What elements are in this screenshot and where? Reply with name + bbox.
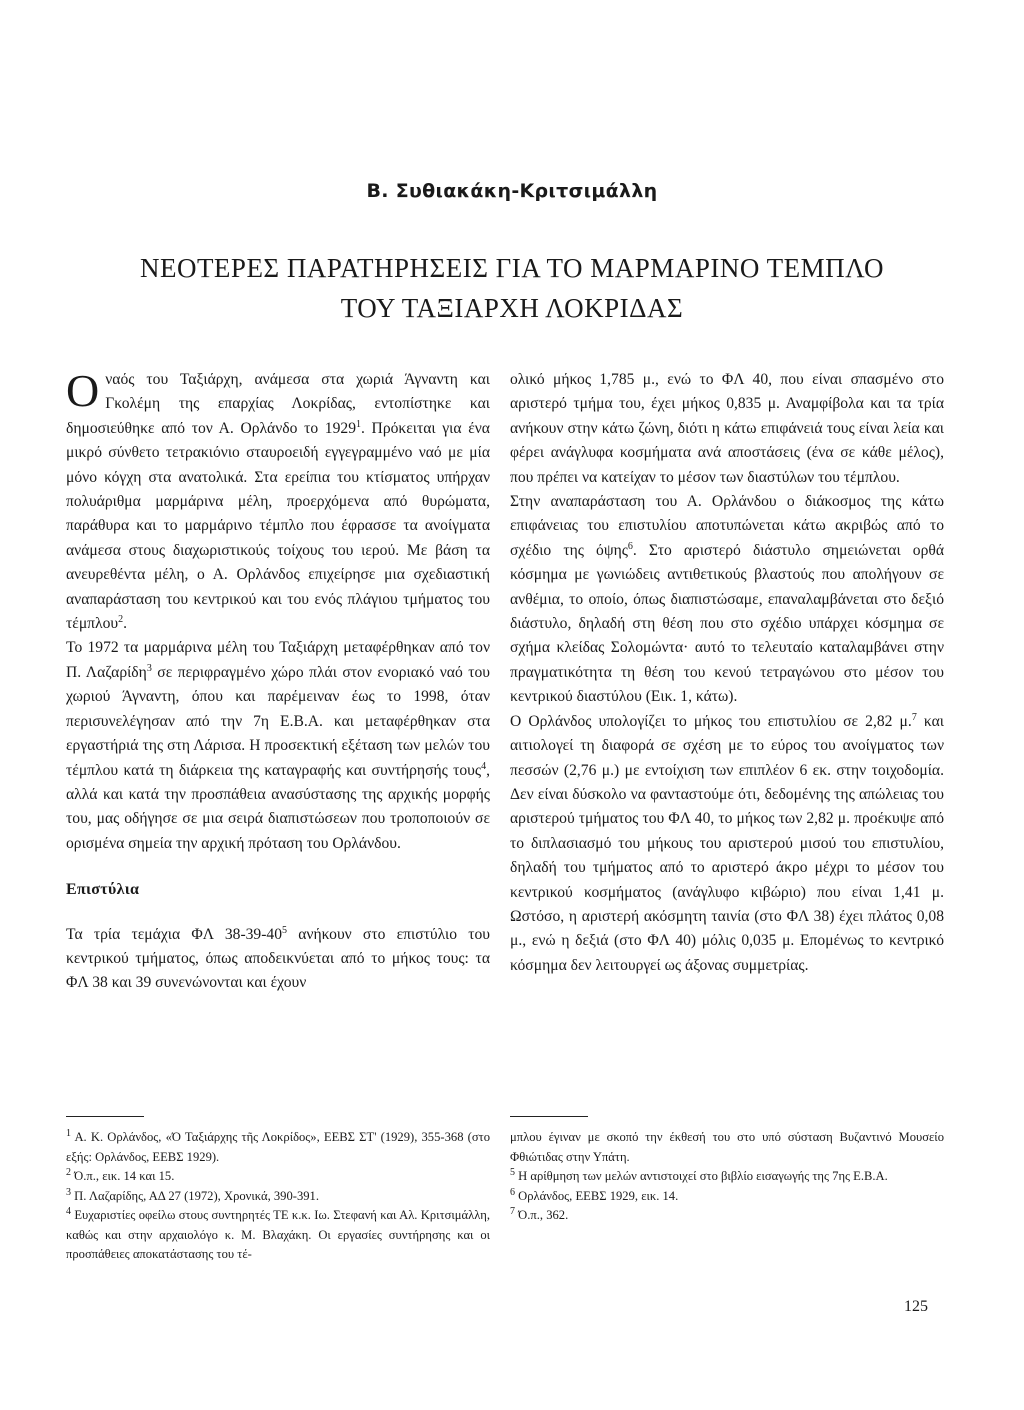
footnote-ref: 1	[356, 418, 361, 430]
footnotes-left	[66, 1128, 490, 1265]
article-title	[0, 248, 1024, 328]
footnote-ref: 6	[627, 540, 633, 552]
footnote: $^1$ Α. Κ. Ορλάνδος, «Ό Ταξιάρχης τῆς Λοκρίδος», ΕΕΒΣ ΣΤ' (1929), 355-368 (στο εξής: Ορλάνδος, ΕΕΒΣ 1929).	[66, 1127, 490, 1164]
footnote-rule	[510, 1116, 588, 1117]
paragraph: Τα τρία τεμάχια ΦΛ $38-39-40^5$ ανήκουν στο επιστύλιο του κεντρικού τμήματος, όπως αποδεικνύεται από το μήκος τους: τα ΦΛ 38 και 39 συνενώνονται και έχουν	[66, 924, 490, 992]
footnote-ref: 4	[481, 760, 487, 772]
footnote: $^5$ Η αρίθμηση των μελών αντιστοιχεί στο βιβλίο εισαγωγής της 7ης Ε.Β.Α.	[510, 1166, 888, 1183]
paragraph: Στην αναπαράσταση του Α. Ορλάνδου ο διάκοσμος της κάτω επιφάνειας του επιστυλίου αποτυπώνεται κάτω ακριβώς από το σχέδιο της όψης$^6$. Στο αριστερό διάστυλο σημειώνεται ορθά κόσμημα με γωνιώδεις αντιθετικούς βλαστούς που απολήγουν σε ανθέμια, το οποίο, όπως διαπιστώσαμε, επαναλαμβάνεται στο δεξιό διάστυλο, δηλαδή στη θέση που στο σχέδιο υπάρχει κόσμημα σε σχήμα κλείδας Σολομώντα· αυτό το τελευταίο καταλαμβάνει στην πραγματικότητα τη θέση του κενού τετραγώνου στο μέσον του κεντρικού διαστύλου (Εικ. 1, κάτω).	[510, 493, 944, 706]
paragraph: Ο ναός του Ταξιάρχη, ανάμεσα στα χωριά Άγναντη και Γκολέμη της επαρχίας Λοκρίδας, εντοπίστηκε και δημοσιεύθηκε από τον Α. Ορλάνδο το 1929$^1$. Πρόκειται για ένα μικρό σύνθετο τετρακιόνιο σταυροειδή εγγεγραμμένο ναό με μία μόνο κόγχη στα ανατολικά. Στα ερείπια του κτίσματος υπήρχαν πολυάριθμα μαρμάρινα μέλη, προερχόμενα από θυρώματα, παράθυρα και το μαρμάρινο τέμπλο που έφρασσε τα ανοίγματα ανάμεσα στους διαχωριστικούς τοίχους του ιερού. Με βάση τα ανευρεθέντα μέλη, ο Α. Ορλάνδος επιχείρησε μια σχεδιαστική αναπαράσταση του κεντρικού και του ενός πλάγιου τμήματος του τέμπλου$^2$.	[66, 365, 490, 633]
footnote-rule	[66, 1116, 144, 1117]
footnote: $^4$ Ευχαριστίες οφείλω στους συντηρητές ΤΕ κ.κ. Ιω. Στεφανή και Αλ. Κριτσιμάλλη, καθώς και στην αρχαιολόγο κ. Μ. Βλαχάκη. Οι εργασίες συντήρησης και οι προσπάθειες αποκατάστασης του τέ-	[66, 1205, 490, 1261]
right-column	[510, 368, 944, 978]
footnote-ref: 7	[911, 711, 917, 723]
footnote: $^6$ Ορλάνδος, ΕΕΒΣ 1929, εικ. 14.	[510, 1186, 679, 1203]
footnote-ref: 3	[146, 662, 152, 674]
title-line-1: ΝΕΟΤΕΡΕΣ ΠΑΡΑΤΗΡΗΣΕΙΣ ΓΙΑ ΤΟ ΜΑΡΜΑΡΙΝΟ ΤΕΜΠΛΟ	[139, 253, 885, 283]
footnote: $^2$ Ό.π., εικ. 14 και 15.	[66, 1166, 175, 1183]
article-author: Β. Συθιακάκη-Κριτσιμάλλη	[366, 180, 658, 202]
left-column	[66, 365, 490, 996]
footnote-ref: 5	[282, 924, 288, 936]
footnote: $^3$ Π. Λαζαρίδης, ΑΔ 27 (1972), Χρονικά, 390-391.	[66, 1186, 319, 1203]
paragraph: Ο Ορλάνδος υπολογίζει το μήκος του επιστυλίου σε 2,82 μ.$^7$ και αιτιολογεί τη διαφορά σε σχέση με το εύρος του ανοίγματος των πεσσών (2,76 μ.) με εντοίχιση των επιπλέον 6 εκ. στην τοιχοδομία. Δεν είναι δύσκολο να φανταστούμε ότι, δεδομένης της απώλειας του αριστερού τμήματος του ΦΛ 40, το μήκος των 2,82 μ. προέκυψε από το διπλασιασμό του μήκους του αριστερού μισού του επιστυλίου, δηλαδή του τμήματος από το αριστερό άκρο μέχρι το μέσον του κεντρικού κοσμήματος (ανάγλυφο κιβώριο) που είναι 1,41 μ. Ωστόσο, η αριστερή ακόσμητη ταινία (στο ΦΛ 38) έχει πλάτος 0,08 μ., ενώ η δεξιά (στο ΦΛ 40) μόλις 0,035 μ. Επομένως το κεντρικό κόσμημα δεν λειτουργεί ως άξονας συμμετρίας.	[510, 711, 944, 974]
paragraph: ολικό μήκος 1,785 μ., ενώ το ΦΛ 40, που είναι σπασμένο στο αριστερό τμήμα του, έχει μήκος 0,835 μ. Αναμφίβολα και τα τρία ανήκουν στην κάτω ζώνη, διότι η κάτω επιφάνειά τους είναι λεία και φέρει ανάγλυφα κοσμήματα ανά αποστάσεις (ένα σε κάθε μέλος), που πρέπει να κατείχαν το μέσον των διαστύλων του τέμπλου.	[510, 371, 944, 486]
paragraph: Το 1972 τα μαρμάρινα μέλη του Ταξιάρχη μεταφέρθηκαν από τον Π. Λαζαρίδη$^3$ σε περιφραγμένο χώρο πλάι στον ενοριακό ναό του χωριού Άγναντη, όπου και παρέμειναν έως το 1998, όταν περισυνελέγησαν από την 7η Ε.Β.Α. και μεταφέρθηκαν στα εργαστήριά της στη Λάρισα. Η προσεκτική εξέταση των μελών του τέμπλου κατά τη διάρκεια της καταγραφής και συντήρησής τους$^4$, αλλά και κατά την προσπάθεια ανασύστασης της αρχικής μορφής του, μας οδήγησε σε μια σειρά διαπιστώσεων που τροποποιούν σε ορισμένα σημεία την αρχική πρόταση του Ορλάνδου.	[66, 639, 490, 852]
section-heading: Επιστύλια	[66, 881, 140, 899]
footnote-continuation: μπλου έγιναν με σκοπό την έκθεσή του στο υπό σύσταση Βυζαντινό Μουσείο Φθιώτιδας στην Υπάτη.	[510, 1130, 944, 1164]
footnotes-right	[510, 1128, 944, 1226]
page-number: 125	[904, 1298, 928, 1315]
footnote-ref: 2	[118, 613, 124, 625]
drop-cap: Ο	[66, 365, 100, 416]
footnote: $^7$ Ό.π., 362.	[510, 1205, 569, 1222]
title-line-2: ΤΟΥ ΤΑΞΙΑΡΧΗ ΛΟΚΡΙΔΑΣ	[340, 293, 684, 323]
